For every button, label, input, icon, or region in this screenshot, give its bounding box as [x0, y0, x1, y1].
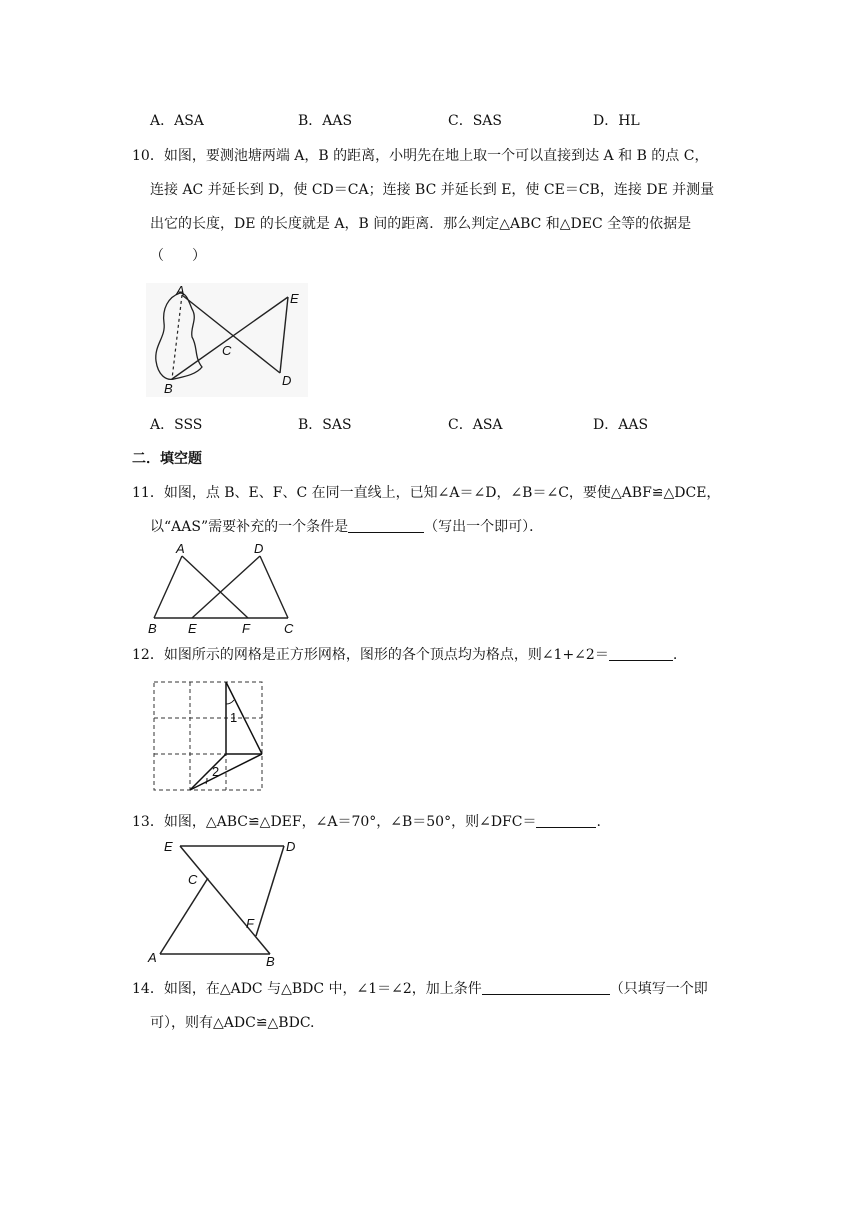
q11-text-line1: 11．如图，点 B、E、F、C 在同一直线上，已知∠A＝∠D，∠B＝∠C，要使△ABF≌△DCE，	[132, 485, 721, 501]
q9-option-d: D．HL	[593, 113, 640, 129]
q10-option-b: B．SAS	[298, 417, 352, 433]
q11-label-b: B	[148, 621, 157, 636]
q12-answer-blank[interactable]	[609, 646, 673, 661]
q11-text-post: （写出一个即可）．	[424, 519, 544, 535]
q14-text-post: （只填写一个即	[609, 981, 708, 997]
q11-label-a: A	[176, 541, 185, 556]
q12-angle-1-label: 1	[230, 710, 238, 725]
q13-label-a: A	[148, 950, 157, 965]
q10-text-line2: 连接 AC 并延长到 D，使 CD＝CA；连接 BC 并延长到 E，使 CE＝CB，连接 DE 并测量	[150, 182, 715, 198]
q12-text-pre: 12．如图所示的网格是正方形网格，图形的各个顶点均为格点，则∠1+∠2＝	[132, 647, 609, 663]
q11-text-pre: 以“AAS”需要补充的一个条件是	[150, 519, 349, 535]
q11-label-c: C	[284, 621, 294, 636]
q11-text-line2	[150, 517, 543, 537]
q13-text-post: .	[596, 814, 601, 830]
q10-text-line3: 出它的长度，DE 的长度就是 A，B 间的距离．那么判定△ABC 和△DEC 全等的依据是	[150, 216, 692, 232]
q10-pond-figure	[146, 283, 308, 397]
q13-label-c: C	[188, 872, 198, 887]
q13-label-e: E	[164, 839, 173, 854]
q11-label-e: E	[188, 621, 197, 636]
q10-answer-bracket: （ ）	[150, 248, 206, 264]
q13-answer-blank[interactable]	[536, 813, 596, 828]
q9-option-a: A．ASA	[150, 113, 204, 129]
q14-text-pre: 14．如图，在△ADC 与△BDC 中，∠1＝∠2，加上条件	[132, 981, 482, 997]
q14-text-line2: 可），则有△ADC≌△BDC.	[150, 1015, 315, 1031]
q12-grid-figure	[150, 678, 266, 792]
section-heading-fill-in: 二．填空题	[132, 451, 202, 467]
q13-label-f: F	[246, 916, 254, 931]
q11-label-f: F	[242, 621, 250, 636]
q11-figure	[144, 540, 300, 636]
q13-text-line1	[132, 812, 601, 832]
q10-label-a: A	[176, 283, 185, 298]
q11-label-d: D	[254, 541, 264, 556]
q13-figure	[146, 836, 302, 968]
q12-text-line1	[132, 645, 677, 665]
q10-option-d: D．AAS	[593, 417, 649, 433]
q14-answer-blank[interactable]	[482, 980, 610, 995]
q11-answer-blank[interactable]	[348, 518, 424, 533]
q9-option-b: B．AAS	[298, 113, 353, 129]
q10-text-line1: 10．如图，要测池塘两端 A，B 的距离，小明先在地上取一个可以直接到达 A 和 B 的点 C，	[132, 148, 709, 164]
q13-label-d: D	[286, 839, 296, 854]
q13-text-pre: 13．如图，△ABC≌△DEF，∠A＝70°，∠B＝50°，则∠DFC＝	[132, 814, 537, 830]
q10-label-b: B	[164, 381, 173, 396]
q13-label-b: B	[266, 954, 275, 968]
q14-text-line1	[132, 979, 708, 999]
q9-option-c: C．SAS	[448, 113, 503, 129]
q12-angle-2-label: 2	[212, 764, 220, 779]
q10-option-a: A．SSS	[150, 417, 203, 433]
q10-label-e: E	[290, 291, 299, 306]
q10-label-c: C	[222, 343, 232, 358]
q10-label-d: D	[282, 373, 292, 388]
q10-option-c: C．ASA	[448, 417, 503, 433]
q12-text-post: .	[672, 647, 678, 663]
